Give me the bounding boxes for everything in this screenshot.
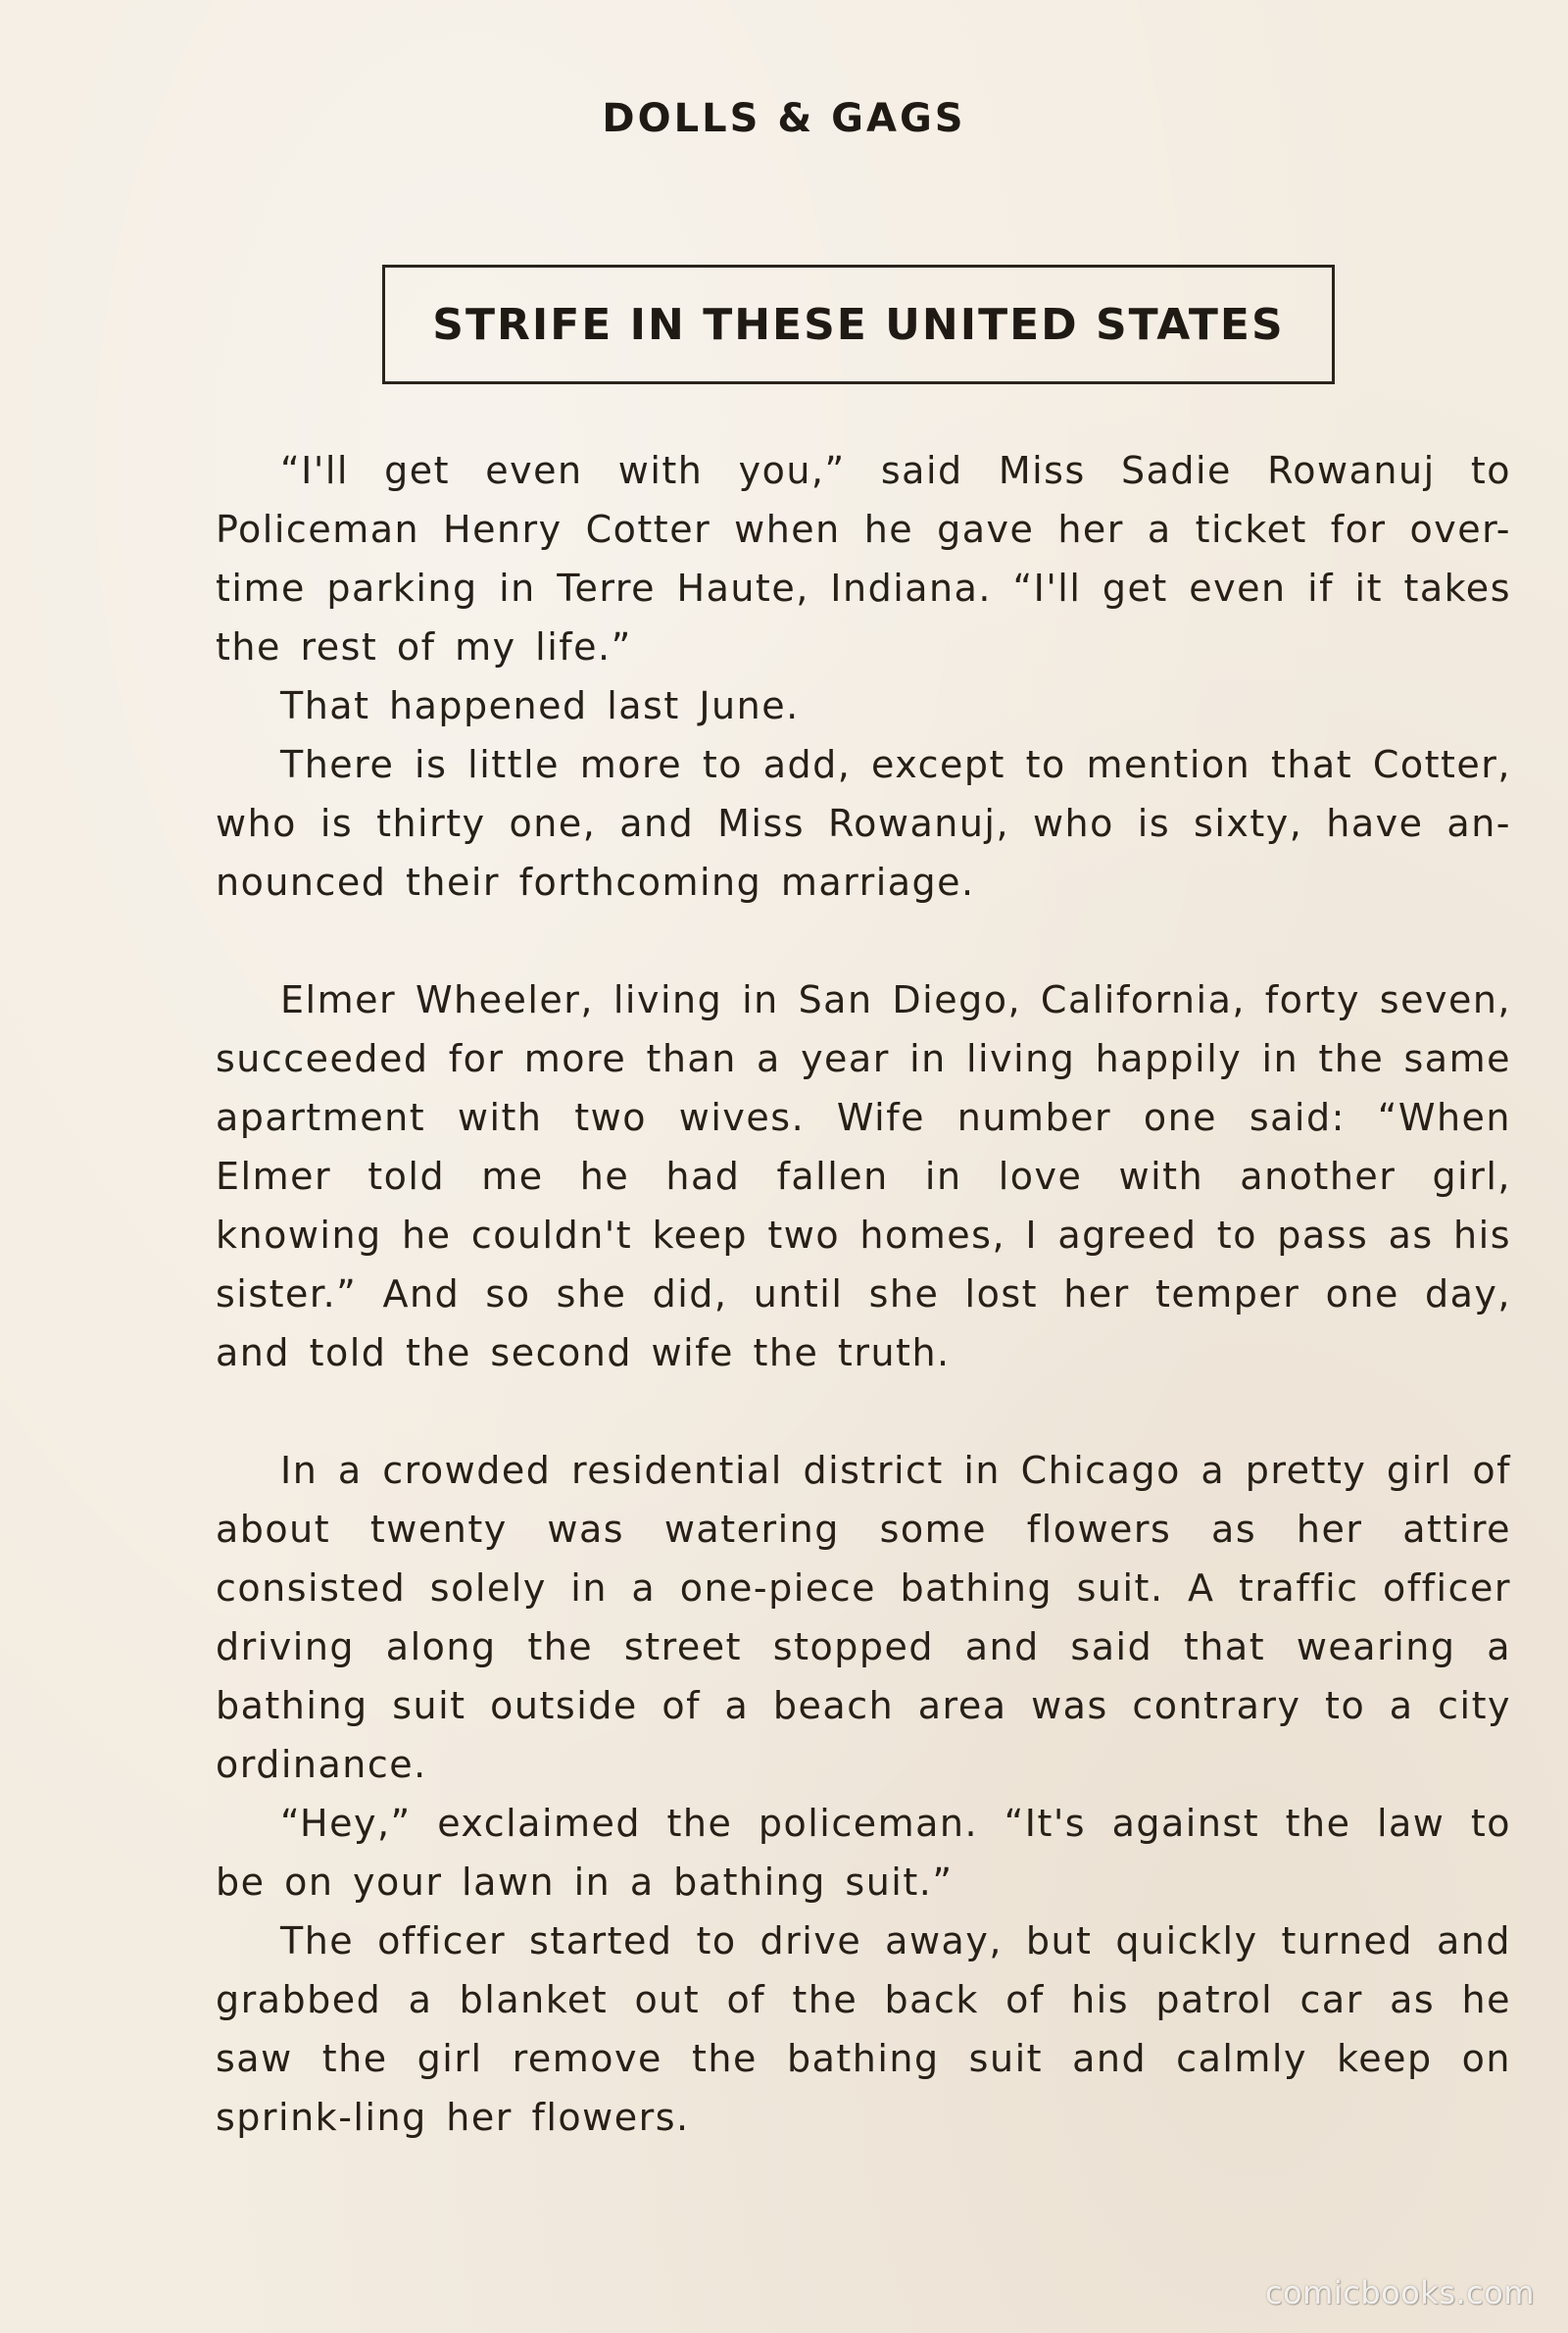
source-watermark: comicbooks.com xyxy=(1264,2274,1535,2311)
paragraph-5: In a crowded residential district in Chicago a pretty girl of about twenty was watering some flowers as her attire consisted solely in a one-piece bathing suit. A traffic officer driving along the street stopped and said that wearing a bathing suit outside of a beach area was contrary to a city ordinance. xyxy=(216,1449,1511,1786)
article-title: STRIFE IN THESE UNITED STATES xyxy=(432,299,1285,350)
paragraph-6: “Hey,” exclaimed the policeman. “It's against the law to be on your lawn in a bathing suit.” xyxy=(216,1802,1511,1904)
paragraph-3: There is little more to add, except to mention that Cotter, who is thirty one, and Miss Rowanuj, who is sixty, have an-nounced their forthcoming marriage. xyxy=(216,743,1511,904)
running-head: DOLLS & GAGS xyxy=(602,96,966,141)
paragraph-4: Elmer Wheeler, living in San Diego, California, forty seven, succeeded for more than a year in living happily in the same apartment with two wives. Wife number one said: “When Elmer told me he had fallen in love with another girl, knowing he couldn't keep two homes, I agreed to pass as his sister.” And so she did, until she lost her temper one day, and told the second wife the truth. xyxy=(216,978,1511,1374)
paragraph-1: “I'll get even with you,” said Miss Sadie Rowanuj to Policeman Henry Cotter when he gave her a ticket for over-time parking in Terre Haute, Indiana. “I'll get even if it takes the rest of my life.” xyxy=(216,449,1511,669)
paragraph-7: The officer started to drive away, but quickly turned and grabbed a blanket out of the back of his patrol car as he saw the girl remove the bathing suit and calmly keep on sprink-ling her flowers. xyxy=(216,1919,1511,2139)
paragraph-2: That happened last June. xyxy=(280,684,800,727)
article-body xyxy=(216,441,1511,2147)
article-title-box xyxy=(382,265,1335,384)
